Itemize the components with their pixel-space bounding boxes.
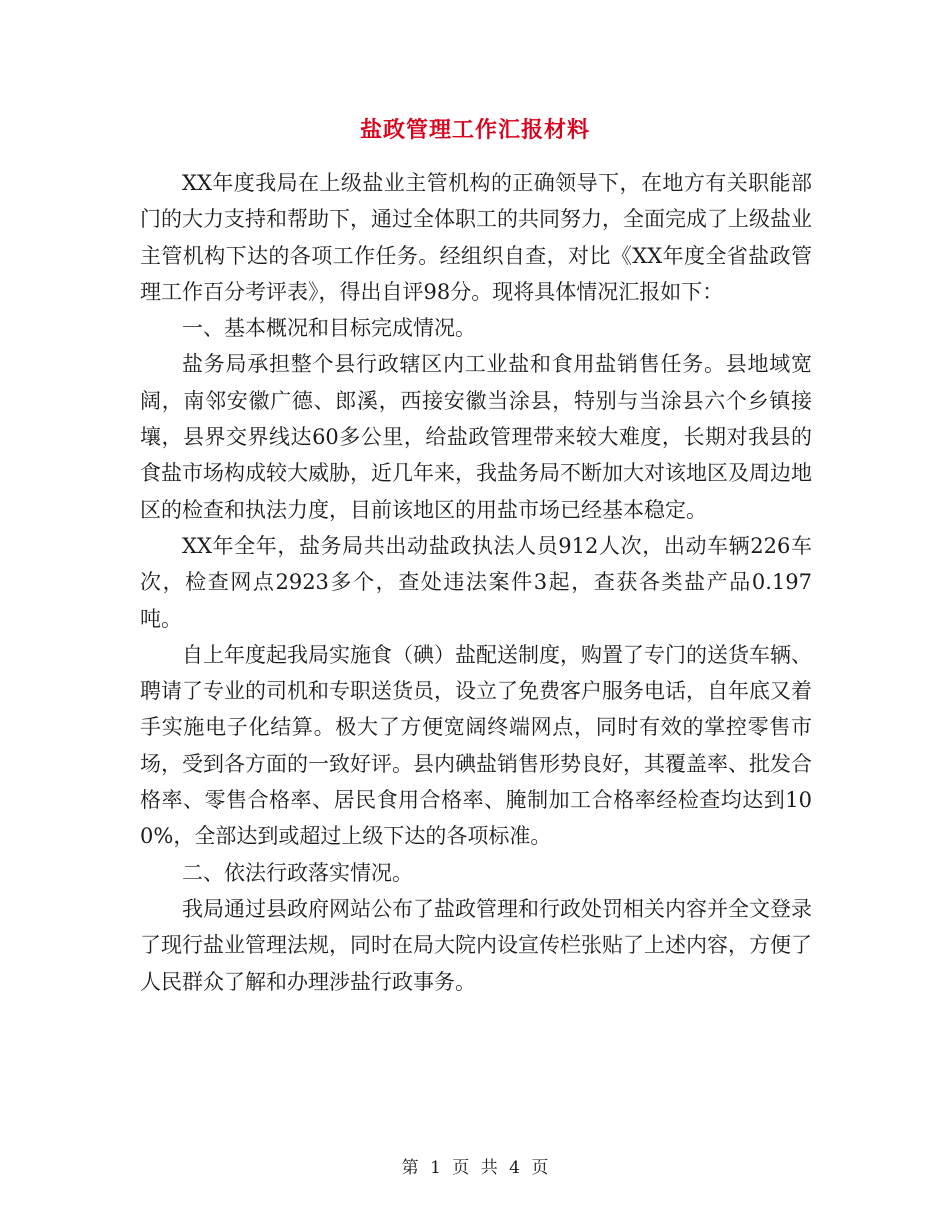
- document-body: [140, 165, 812, 1000]
- paragraph-overview: 盐务局承担整个县行政辖区内工业盐和食用盐销售任务。县地域宽阔，南邻安徽广德、郎溪，西接安徽当涂县，特别与当涂县六个乡镇接壤，县界交界线达60多公里，给盐政管理带来较大难度，长期对我县的食盐市场构成较大威胁，近几年来，我盐务局不断加大对该地区及周边地区的检查和执法力度，目前该地区的用盐市场已经基本稳定。: [140, 352, 812, 522]
- paragraph-intro: XX年度我局在上级盐业主管机构的正确领导下，在地方有关职能部门的大力支持和帮助下，通过全体职工的共同努力，全面完成了上级盐业主管机构下达的各项工作任务。经组织自查，对比《XX年度全省盐政管理工作百分考评表》，得出自评98分。现将具体情况汇报如下：: [140, 171, 812, 304]
- section-heading-1: 一、基本概况和目标完成情况。: [182, 316, 476, 341]
- paragraph-law-enforcement: 我局通过县政府网站公布了盐政管理和行政处罚相关内容并全文登录了现行盐业管理法规，同时在局大院内设宣传栏张贴了上述内容，方便了人民群众了解和办理涉盐行政事务。: [140, 896, 812, 994]
- paragraph-statistics: XX年全年，盐务局共出动盐政执法人员912人次，出动车辆226车次，检查网点2923多个，查处违法案件3起，查获各类盐产品0.197吨。: [140, 533, 812, 631]
- paragraph-distribution: 自上年度起我局实施食（碘）盐配送制度，购置了专门的送货车辆、聘请了专业的司机和专职送货员，设立了免费客户服务电话，自年底又着手实施电子化结算。极大了方便宽阔终端网点，同时有效的掌控零售市场，受到各方面的一致好评。县内碘盐销售形势良好，其覆盖率、批发合格率、零售合格率、居民食用合格率、腌制加工合格率经检查均达到100%，全部达到或超过上级下达的各项标准。: [140, 642, 812, 849]
- page-number-footer: 第 1 页 共 4 页: [401, 1158, 549, 1178]
- section-heading-2: 二、依法行政落实情况。: [182, 860, 413, 885]
- document-title: 盐政管理工作汇报材料: [359, 117, 590, 143]
